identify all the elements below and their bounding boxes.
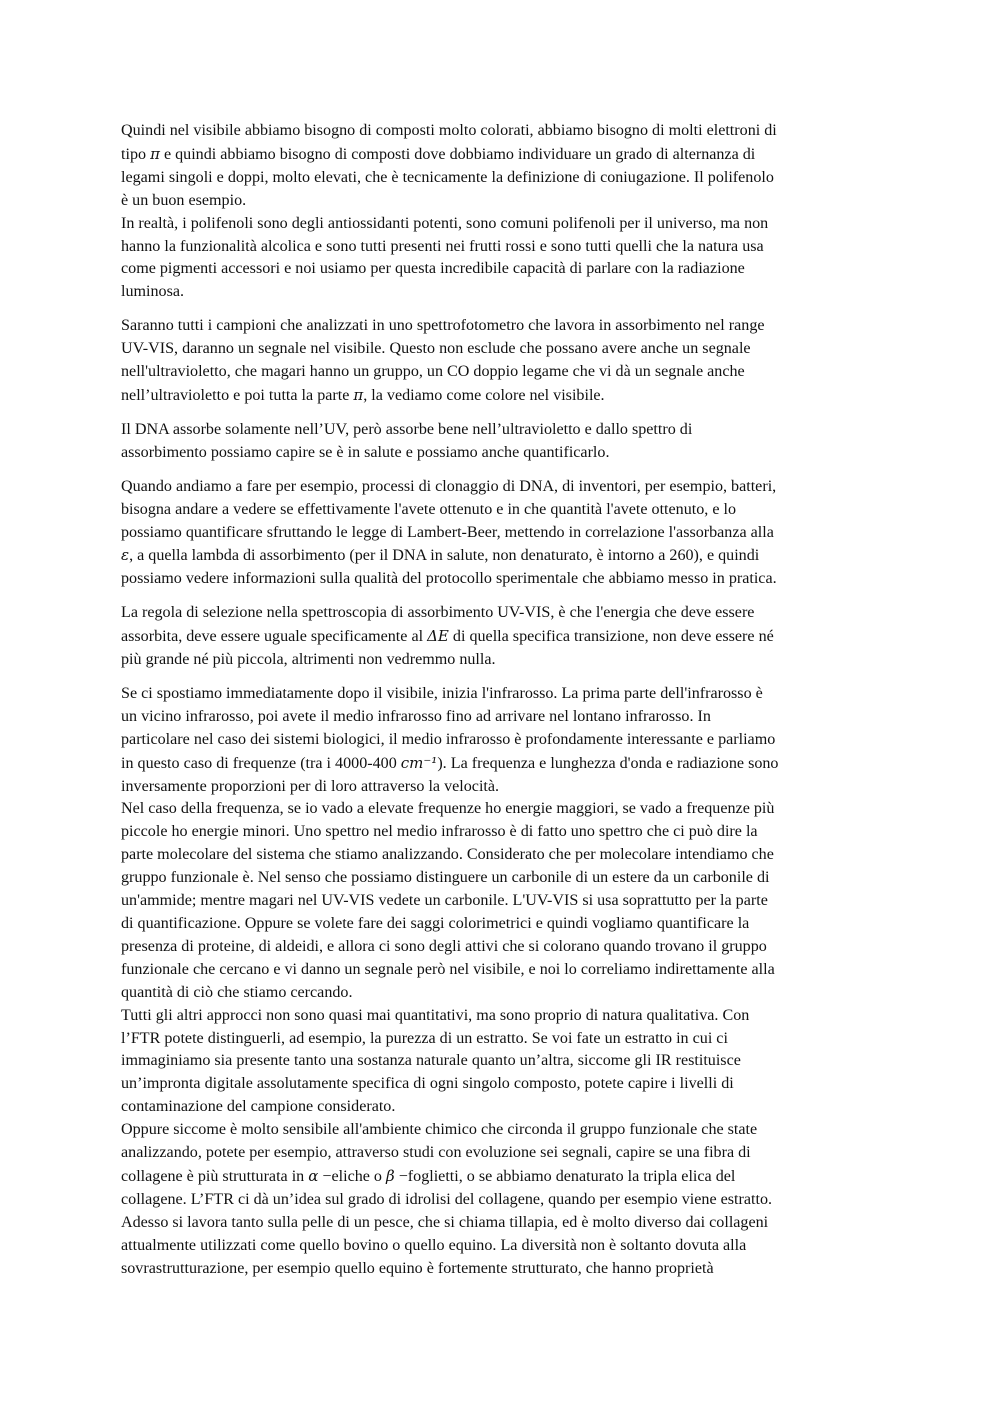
text-line: bisogna andare a vedere se effettivamente l'avete ottenuto e in che quantità l'avete ottenuto, e lo (121, 500, 737, 518)
text-line: contaminazione del campione considerato. (121, 1098, 396, 1116)
text-line: attualmente utilizzati come quello bovino o quello equino. La diversità non è soltanto dovuta alla (121, 1236, 747, 1254)
text-line: collagene è più strutturata in α −eliche o β −foglietti, o se abbiamo denaturato la tripla elica del (121, 1166, 736, 1185)
text-line: è un buon esempio. (121, 191, 247, 209)
paragraph (121, 1005, 881, 1120)
paragraph (121, 683, 881, 799)
text-line: Quindi nel visibile abbiamo bisogno di composti molto colorati, abbiamo bisogno di molti elettroni di (121, 122, 777, 139)
paragraph (121, 798, 881, 1004)
text-line: hanno la funzionalità alcolica e sono tutti presenti nei frutti rossi e sono tutti quelli che la natura usa (121, 237, 764, 255)
text-line: piccole ho energie minori. Uno spettro nel medio infrarosso è di fatto uno spettro che ci può dire la (121, 823, 758, 841)
text-line: gruppo funzionale è. Nel senso che possiamo distinguere un carbonile di un estere da un carbonile di (121, 869, 770, 887)
paragraph (121, 476, 881, 592)
text-line: un'ammide; mentre magari nel UV-VIS vedete un carbonile. L'UV-VIS si usa soprattutto per la parte (121, 892, 768, 910)
text-line: inversamente proporzioni per di loro attraverso la velocità. (121, 777, 500, 795)
text-line: La regola di selezione nella spettroscopia di assorbimento UV-VIS, è che l'energia che deve essere (121, 604, 755, 622)
text-line: funzionale che cercano e vi danno un segnale però nel visibile, e noi lo correliamo indirettamente alla (121, 960, 775, 978)
text-line: parte molecolare del sistema che stiamo analizzando. Considerato che per molecolare intendiamo che (121, 846, 774, 864)
text-line: quantità di ciò che stiamo cercando. (121, 983, 353, 1001)
text-line: Quando andiamo a fare per esempio, processi di clonaggio di DNA, di inventori, per esempio, batteri, (121, 477, 777, 495)
text-line: Adesso si lavora tanto sulla pelle di un pesce, che si chiama tillapia, ed è molto diverso dai collageni (121, 1213, 769, 1231)
text-line: più grande né più piccola, altrimenti non vedremmo nulla. (121, 651, 496, 669)
text-line: possiamo quantificare sfruttando le legge di Lambert-Beer, mettendo in correlazione l'assorbanza alla (121, 523, 774, 541)
text-line: l’FTR potete distinguerli, ad esempio, la purezza di un estratto. Se voi fate un estratto in cui ci (121, 1029, 728, 1047)
text-line: analizzando, potete per esempio, attraverso studi con evoluzione sei segnali, capire se una fibra di (121, 1144, 751, 1162)
text-line: sovrastrutturazione, per esempio quello equino è fortemente strutturato, che hanno proprietà (121, 1259, 714, 1277)
text-line: presenza di proteine, di aldeidi, e allora ci sono degli attivi che si colorano quando trovano il gruppo (121, 937, 767, 955)
text-line: nell’ultravioletto e poi tutta la parte π, la vediamo come colore nel visibile. (121, 385, 605, 404)
text-line: Oppure siccome è molto sensibile all'ambiente chimico che circonda il gruppo funzionale che state (121, 1121, 758, 1139)
text-line: UV-VIS, daranno un segnale nel visibile. Questo non esclude che possano avere anche un segnale (121, 340, 751, 358)
text-line: assorbita, deve essere uguale specificamente al ΔE di quella specifica transizione, non deve essere né (121, 627, 774, 646)
text-line: in questo caso di frequenze (tra i 4000-400 cm⁻¹). La frequenza e lunghezza d'onda e radiazione sono (121, 753, 779, 772)
text-line: Nel caso della frequenza, se io vado a elevate frequenze ho energie maggiori, se vado a frequenze più (121, 800, 775, 818)
paragraph (121, 120, 881, 213)
text-line: assorbimento possiamo capire se è in salute e possiamo anche quantificarlo. (121, 443, 610, 461)
text-line: tipo π e quindi abbiamo bisogno di composti dove dobbiamo individuare un grado di alternanza di (121, 144, 756, 163)
text-line: luminosa. (121, 283, 185, 301)
text-line: collagene. L’FTR ci dà un’idea sul grado di idrolisi del collagene, quando per esempio viene estratto. (121, 1190, 773, 1208)
paragraph (121, 213, 881, 305)
paragraph (121, 602, 881, 672)
text-line: Tutti gli altri approcci non sono quasi mai quantitativi, ma sono proprio di natura qualitativa. Con (121, 1006, 750, 1024)
document-body (121, 120, 881, 1281)
text-line: Se ci spostiamo immediatamente dopo il visibile, inizia l'infrarosso. La prima parte dell'infrarosso è (121, 684, 763, 702)
document-page (121, 120, 881, 1281)
text-line: Il DNA assorbe solamente nell’UV, però assorbe bene nell’ultravioletto e dallo spettro di (121, 420, 693, 438)
text-line: nell'ultravioletto, che magari hanno un gruppo, un CO doppio legame che vi dà un segnale anche (121, 363, 745, 381)
text-line: legami singoli e doppi, molto elevati, che è tecnicamente la definizione di coniugazione. Il polifenolo (121, 168, 774, 186)
text-line: In realtà, i polifenoli sono degli antiossidanti potenti, sono comuni polifenoli per il universo, ma non (121, 214, 769, 232)
text-line: come pigmenti accessori e noi usiamo per questa incredibile capacità di parlare con la radiazione (121, 260, 745, 278)
paragraph (121, 315, 881, 408)
paragraph (121, 419, 881, 465)
text-line: Saranno tutti i campioni che analizzati in uno spettrofotometro che lavora in assorbimento nel range (121, 317, 765, 335)
text-line: ε, a quella lambda di assorbimento (per il DNA in salute, non denaturato, è intorno a 260), e quindi (121, 546, 760, 565)
text-line: un’impronta digitale assolutamente specifica di ogni singolo composto, potete capire i livelli di (121, 1075, 734, 1093)
paragraph (121, 1119, 881, 1280)
text-line: immaginiamo sia presente tanto una sostanza naturale quanto un’altra, siccome gli IR restituisce (121, 1052, 741, 1070)
text-line: di quantificazione. Oppure se volete fare dei saggi colorimetrici e quindi vogliamo quantificare la (121, 915, 750, 932)
text-line: possiamo vedere informazioni sulla qualità del protocollo sperimentale che abbiamo messo in pratica. (121, 570, 777, 588)
text-line: particolare nel caso dei sistemi biologici, il medio infrarosso è profondamente interessante e parliamo (121, 730, 776, 748)
text-line: un vicino infrarosso, poi avete il medio infrarosso fino ad arrivare nel lontano infrarosso. In (121, 707, 711, 725)
